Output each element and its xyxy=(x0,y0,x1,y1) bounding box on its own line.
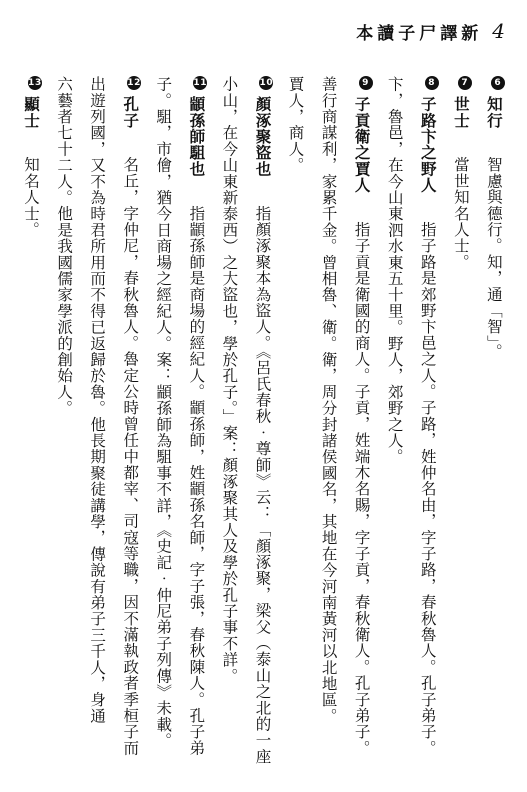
note-text: 出遊列國，又不為時君所用而不得已返歸於魯。他長期聚徒講學，傳說有弟子三千人，身通 xyxy=(88,76,107,724)
note-text: 善行商謀利，家累千金。曾相魯、衛。衛，周分封諸侯國名，其地在今河南黃河以北地區。 xyxy=(319,76,338,724)
note-number: 6 xyxy=(491,76,505,90)
note-term: 孔子 xyxy=(121,96,140,129)
note-9-line-3 xyxy=(282,76,309,776)
note-text: 指子路是郊野卞邑之人。子路，姓仲名由，字子路，春秋魯人。孔子弟子。 xyxy=(418,221,437,757)
note-term: 子路卞之野人 xyxy=(418,96,437,194)
note-9-line-2 xyxy=(315,76,342,776)
note-number: 7 xyxy=(458,76,472,90)
note-number: 13 xyxy=(28,78,42,88)
note-12-line-2 xyxy=(83,76,110,776)
note-number: 8 xyxy=(425,76,439,90)
note-8-line-2 xyxy=(381,76,408,776)
note-term: 顏涿聚盜也 xyxy=(253,96,272,177)
note-6-line-1 xyxy=(480,76,507,776)
note-12-line-1 xyxy=(116,76,143,776)
note-13-line-1 xyxy=(17,76,44,776)
note-text: 當世知名人士。 xyxy=(451,156,470,271)
note-term: 子貢衛之賈人 xyxy=(352,96,371,194)
note-term: 顯士 xyxy=(22,96,40,129)
note-text: 智慮與德行。知，通「智」。 xyxy=(484,156,503,360)
page-number: 4 xyxy=(492,19,505,43)
note-11-line-1 xyxy=(182,76,209,776)
note-number: 9 xyxy=(359,76,373,90)
note-7-line-1 xyxy=(447,76,474,776)
note-term: 知行 xyxy=(484,96,503,129)
note-text: 卞，魯邑，在今山東泗水東五十里。野人，郊野之人。 xyxy=(385,76,404,465)
page-header xyxy=(356,18,505,44)
note-text: 知名人士。 xyxy=(22,156,40,238)
note-term: 世士 xyxy=(451,96,470,129)
note-text: 指子貢是衛國的商人。子貢，姓端木名賜，字子貢，春秋衛人。孔子弟子。 xyxy=(352,221,371,757)
note-text: 小山，在今山東新泰西）之大盜也，學於孔子。」案：顏涿聚其人及學於孔子事不詳。 xyxy=(220,76,239,684)
note-text: 名丘，字仲尼，春秋魯人。魯定公時曾任中都宰、司寇等職，因不滿執政者季桓子而 xyxy=(121,156,140,757)
note-text: 六藝者七十二人。他是我國儒家學派的創始人。 xyxy=(55,76,74,417)
note-11-line-2 xyxy=(149,76,176,776)
note-number: 12 xyxy=(127,78,142,88)
note-9-line-1 xyxy=(348,76,375,776)
note-10-line-1 xyxy=(248,76,275,776)
note-10-line-2 xyxy=(215,76,242,776)
book-title: 本讀子尸譯新 xyxy=(356,23,483,44)
notes-area xyxy=(17,76,507,776)
note-text: 賈人，商人。 xyxy=(286,76,305,174)
note-8-line-1 xyxy=(414,76,441,776)
note-number: 11 xyxy=(193,78,208,88)
note-text: 指顏涿聚本為盜人。《呂氏春秋‧尊師》云：「顏涿聚，梁父（泰山之北的一座 xyxy=(253,205,272,765)
note-text: 子。駔，市儈，猶今日商場之經紀人。案：顓孫師為駔事不詳，《史記‧仲尼弟子列傳》未載。 xyxy=(154,76,173,749)
note-number: 10 xyxy=(259,78,274,88)
note-text: 指顓孫師是商場的經紀人。顓孫師，姓顓孫名師，字子張，春秋陳人。孔子弟 xyxy=(187,205,206,757)
note-term: 顓孫師駔也 xyxy=(187,96,206,177)
note-12-line-3 xyxy=(50,76,77,776)
